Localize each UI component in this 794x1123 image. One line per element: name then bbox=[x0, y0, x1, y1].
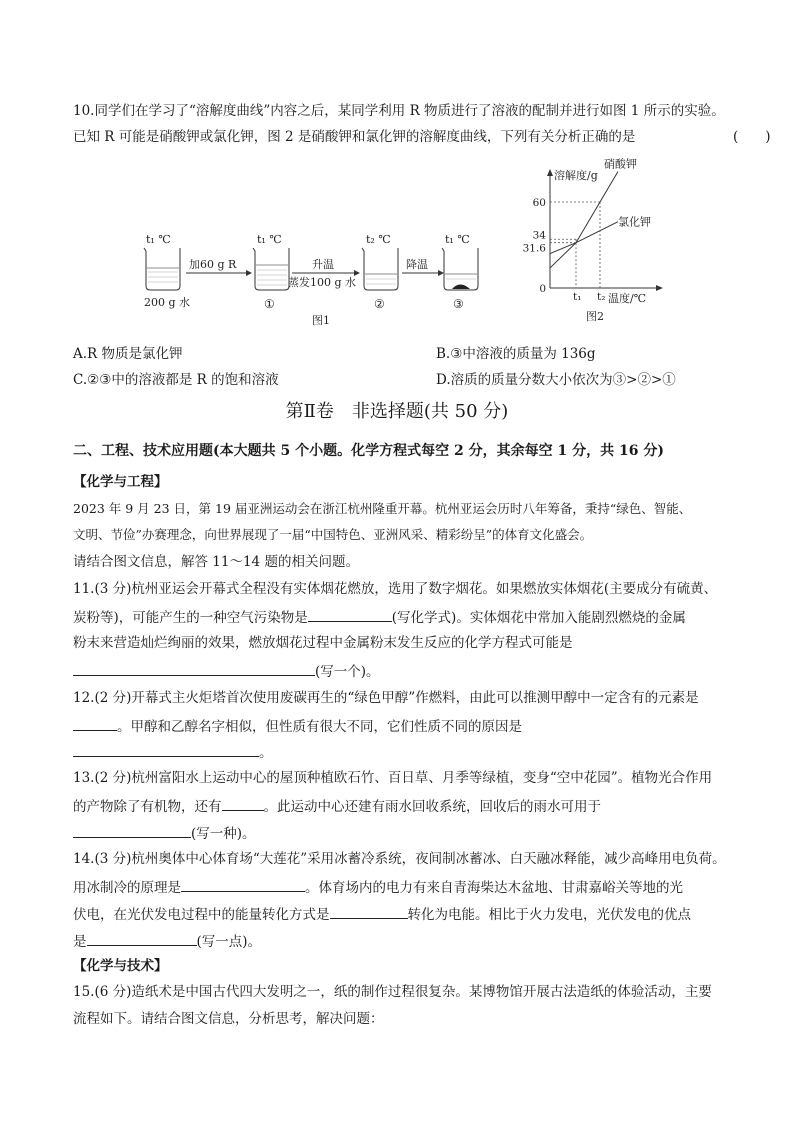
option-a: A.R 物质是氯化钾 bbox=[73, 346, 183, 362]
q12-line3-text: 。 bbox=[259, 745, 273, 761]
q10-line2: 已知 R 可能是硝酸钾或氯化钾，图 2 是硝酸钾和氯化钾的溶解度曲线，下列有关分析正确的是 bbox=[73, 129, 636, 145]
q13-blank-use[interactable] bbox=[73, 823, 191, 838]
q13-line2 bbox=[73, 796, 601, 816]
q14-line3-a: 伏电，在光伏发电过程中的能量转化方式是 bbox=[73, 907, 330, 923]
x-axis-arrow bbox=[656, 285, 663, 291]
section-title: 第Ⅱ卷 非选择题(共 50 分) bbox=[285, 401, 509, 422]
q13-line3-text: (写一种)。 bbox=[191, 826, 256, 842]
beaker-0 bbox=[144, 233, 190, 309]
q13-line1: 13.(2 分)杭州富阳水上运动中心的屋顶种植欧石竹、百日草、月季等绿植，变身“空中花园”。植物光合作用 bbox=[73, 770, 713, 786]
q11-line4 bbox=[73, 661, 380, 681]
y-tick-3: 31.6 bbox=[522, 242, 546, 255]
eng-intro-1: 2023 年 9 月 23 日，第 19 届亚洲运动会在浙江杭州隆重开幕。杭州亚运会历时八年筹备，秉持“绿色、智能、 bbox=[73, 501, 692, 516]
q11-line2-a: 炭粉等)，可能产生的一种空气污染物是 bbox=[73, 610, 308, 626]
q11-blank-equation[interactable] bbox=[73, 661, 315, 676]
q12-blank-reason[interactable] bbox=[73, 742, 259, 757]
q12-blank-element[interactable] bbox=[73, 716, 117, 731]
q11-line4-text: (写一个)。 bbox=[315, 664, 380, 680]
series-line-2 bbox=[550, 222, 618, 254]
q14-line2-a: 用冰制冷的原理是 bbox=[73, 880, 181, 896]
option-c: C.②③中的溶液都是 R 的饱和溶液 bbox=[73, 372, 279, 388]
q12-line2-text: 。甲醇和乙醇名字相似，但性质有很大不同，它们性质不同的原因是 bbox=[117, 719, 522, 735]
q14-line2-b: 。体育场内的电力有来自青海柴达木盆地、甘肃嘉峪关等地的光 bbox=[305, 880, 683, 896]
q12-line1: 12.(2 分)开幕式主火炬塔首次使用废碳再生的“绿色甲醇”作燃料，由此可以推测甲醇中一定含有的元素是 bbox=[73, 690, 699, 706]
beaker2-temp: t₂ ℃ bbox=[366, 233, 391, 246]
answer-bracket: ( ) bbox=[733, 129, 771, 145]
q13-blank-product[interactable] bbox=[222, 796, 264, 811]
q11-line2-b: (写化学式)。实体烟花中常加入能剧烈燃烧的金属 bbox=[391, 610, 686, 626]
q12-line2 bbox=[73, 716, 522, 736]
q14-blank-principle[interactable] bbox=[181, 877, 305, 892]
q10-line1: 10.同学们在学习了“溶解度曲线”内容之后，某同学利用 R 物质进行了溶液的配制并进行如图 1 所示的实验。 bbox=[73, 103, 725, 119]
q14-line4 bbox=[73, 931, 261, 951]
q15-line2: 流程如下。请结合图文信息，分析思考，解决问题： bbox=[73, 1011, 384, 1027]
figure1 bbox=[140, 228, 485, 328]
x-axis-label: 温度/℃ bbox=[608, 292, 647, 305]
step2-bottom-label: 蒸发100 g 水 bbox=[288, 276, 357, 289]
eng-tag: 【化学与工程】 bbox=[73, 474, 168, 490]
figure2-caption: 图2 bbox=[586, 310, 604, 323]
q14-line3-b: 转化为电能。相比于火力发电，光伏发电的优点 bbox=[407, 907, 691, 923]
option-b: B.③中溶液的质量为 136g bbox=[436, 346, 596, 362]
step2-top-label: 升温 bbox=[312, 258, 334, 271]
q14-line4-b: (写一点)。 bbox=[196, 934, 262, 950]
beaker-3 bbox=[442, 233, 478, 311]
q14-blank-advantage[interactable] bbox=[87, 931, 197, 946]
beaker1-label: ① bbox=[264, 297, 275, 311]
q13-line3 bbox=[73, 823, 256, 843]
q11-blank-pollutant[interactable] bbox=[308, 607, 392, 622]
beaker3-temp: t₁ ℃ bbox=[445, 233, 470, 246]
series-label-2: 氯化钾 bbox=[618, 215, 651, 229]
q11-line3: 粉末来营造灿烂绚丽的效果，燃放烟花过程中金属粉末发生反应的化学方程式可能是 bbox=[73, 635, 573, 651]
q14-line3 bbox=[73, 904, 691, 924]
q14-line4-a: 是 bbox=[73, 934, 87, 950]
series-line-1 bbox=[550, 171, 618, 267]
eng-prompt: 请结合图文信息，解答 11～14 题的相关问题。 bbox=[73, 554, 359, 570]
arrow-1 bbox=[186, 257, 252, 276]
arrow-3 bbox=[402, 257, 444, 276]
q11-line2 bbox=[73, 607, 686, 627]
y-tick-1: 60 bbox=[532, 197, 546, 209]
q14-line1: 14.(3 分)杭州奥体中心体育场“大莲花”采用冰蓄冷系统，夜间制冰蓄冰、白天融冰释能，减少高峰用电负荷。 bbox=[73, 851, 726, 867]
beaker-2 bbox=[362, 233, 398, 311]
q15-line1: 15.(6 分)造纸术是中国古代四大发明之一，纸的制作过程很复杂。某博物馆开展古法造纸的体验活动，主要 bbox=[73, 984, 712, 1000]
tech-tag: 【化学与技术】 bbox=[73, 958, 168, 974]
q14-line2 bbox=[73, 877, 683, 897]
q11-line1: 11.(3 分)杭州亚运会开幕式全程没有实体烟花燃放，选用了数字烟花。如果燃放实体烟花(主要成分有硫黄、 bbox=[73, 581, 718, 597]
y-axis-label: 溶解度/g bbox=[554, 169, 598, 182]
eng-intro-2: 文明、节俭”办赛理念，向世界展现了一届“中国特色、亚洲风采、精彩纷呈”的体育文化盛会。 bbox=[73, 527, 593, 542]
y-axis-arrow bbox=[547, 169, 553, 176]
beaker1-temp: t₁ ℃ bbox=[257, 233, 282, 246]
beaker3-label: ③ bbox=[453, 297, 464, 311]
step3-label: 降温 bbox=[406, 258, 428, 271]
y-tick-2: 34 bbox=[532, 229, 546, 242]
section-header: 二、工程、技术应用题(本大题共 5 个小题。化学方程式每空 2 分，其余每空 1 分，共 16 分) bbox=[73, 443, 664, 459]
beaker-1 bbox=[253, 233, 289, 311]
beaker2-label: ② bbox=[374, 297, 385, 311]
q12-line3 bbox=[73, 742, 273, 762]
step1-label: 加60 g R bbox=[189, 258, 237, 271]
q13-line2-a: 的产物除了有机物，还有 bbox=[73, 799, 222, 815]
x-tick-1: t₁ bbox=[573, 291, 582, 303]
arrow-2 bbox=[288, 257, 360, 289]
beaker0-label: 200 g 水 bbox=[144, 296, 191, 309]
q13-line2-b: 。此运动中心还建有雨水回收系统，回收后的雨水可用于 bbox=[263, 799, 601, 815]
option-d: D.溶质的质量分数大小依次为③>②>① bbox=[436, 372, 676, 388]
figure2-chart bbox=[508, 157, 668, 328]
crystal-precipitate bbox=[452, 285, 470, 290]
q14-blank-energy[interactable] bbox=[330, 904, 408, 919]
figure1-caption: 图1 bbox=[312, 314, 330, 327]
x-tick-2: t₂ bbox=[597, 291, 606, 303]
y-tick-zero: 0 bbox=[539, 283, 546, 295]
series-label-1: 硝酸钾 bbox=[604, 157, 637, 171]
beaker0-temp: t₁ ℃ bbox=[146, 233, 171, 246]
